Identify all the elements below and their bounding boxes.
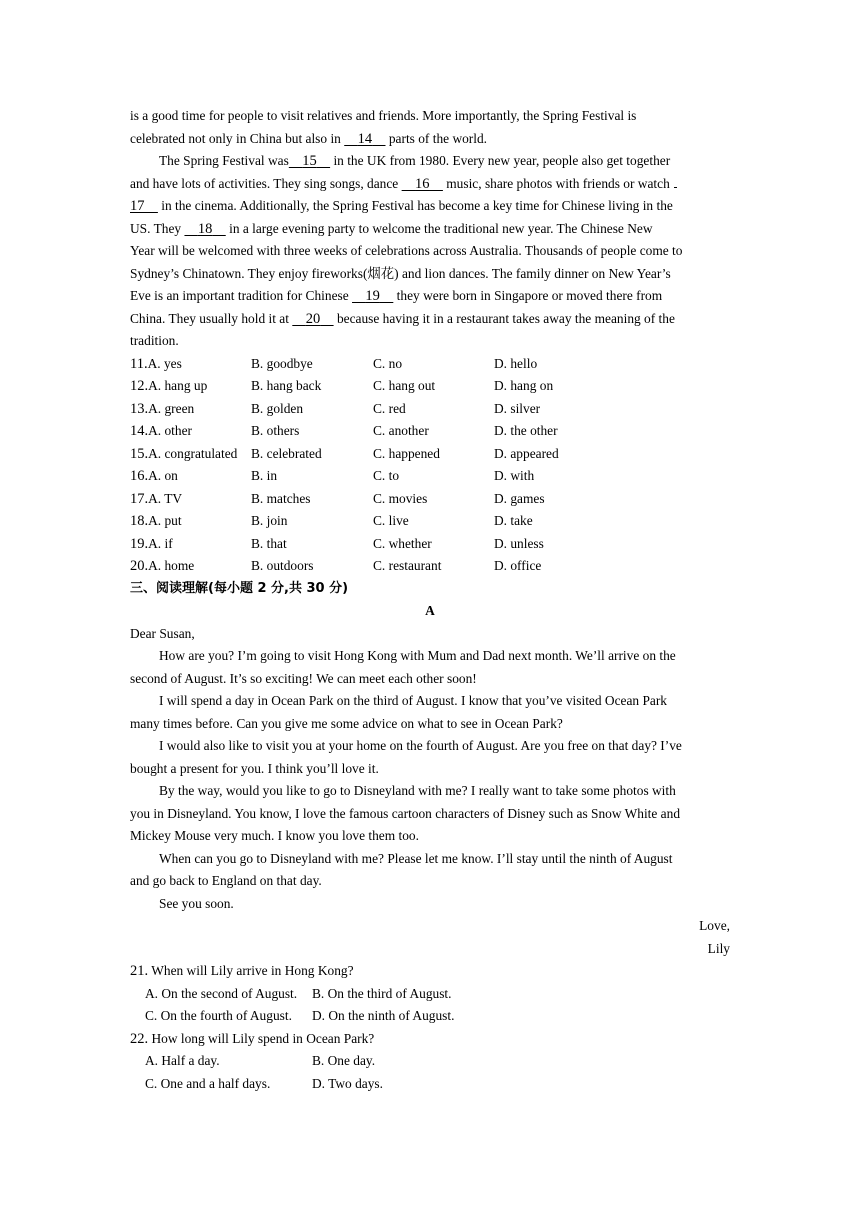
passage-line: US. They 18 in a large evening party to welcome the traditional new year. The Chinese New bbox=[130, 218, 730, 241]
letter-line: I would also like to visit you at your home on the fourth of August. Are you free on that day? I’ve bbox=[159, 738, 682, 753]
letter-line: Mickey Mouse very much. I know you love them too. bbox=[130, 828, 419, 843]
option-row: 19.A. if B. that C. whether D. unless bbox=[130, 535, 544, 552]
cloze-passage bbox=[130, 105, 730, 353]
question-options: C. On the fourth of August. D. On the ninth of August. bbox=[145, 1008, 455, 1023]
question-options: A. Half a day. B. One day. bbox=[145, 1053, 376, 1068]
passage-label: A bbox=[425, 603, 435, 618]
option-row: 15.A. congratulated B. celebrated C. happened D. appeared bbox=[130, 445, 559, 462]
question-options: C. One and a half days. D. Two days. bbox=[145, 1075, 383, 1091]
letter-closing: Love, bbox=[699, 918, 730, 933]
passage-line: Year will be welcomed with three weeks of celebrations across Australia. Thousands of people come to bbox=[130, 243, 683, 258]
letter-line: bought a present for you. I think you’ll love it. bbox=[130, 760, 379, 776]
letter-line: How are you? I’m going to visit Hong Kong with Mum and Dad next month. We’ll arrive on the bbox=[159, 648, 676, 663]
passage-line: is a good time for people to visit relatives and friends. More importantly, the Spring Festival is bbox=[130, 108, 637, 123]
letter-line: See you soon. bbox=[159, 895, 234, 911]
option-row: 18.A. put B. join C. live D. take bbox=[130, 513, 533, 529]
letter-line: you in Disneyland. You know, I love the famous cartoon characters of Disney such as Snow White and bbox=[130, 805, 681, 821]
passage-line: celebrated not only in China but also in 14 parts of the world. bbox=[130, 128, 730, 151]
letter-line: many times before. Can you give me some advice on what to see in Ocean Park? bbox=[130, 715, 563, 731]
option-row: 17.A. TV B. matches C. movies D. games bbox=[130, 490, 545, 507]
passage-line: and have lots of activities. They sing songs, dance 16 music, share photos with friends or watch bbox=[130, 173, 730, 196]
option-row: 16.A. on B. in C. to D. with bbox=[130, 468, 535, 484]
passage-line: The Spring Festival was 15 in the UK from 1980. Every new year, people also get together bbox=[130, 150, 730, 173]
question-options: A. On the second of August. B. On the third of August. bbox=[145, 985, 452, 1001]
passage-line: Eve is an important tradition for Chinese 19 they were born in Singapore or moved there from bbox=[130, 285, 730, 308]
letter-greeting: Dear Susan, bbox=[130, 625, 195, 641]
option-row: 11.A. yes B. goodbye C. no D. hello bbox=[130, 355, 538, 372]
cloze-options bbox=[130, 353, 730, 578]
passage-line: China. They usually hold it at 20 because having it in a restaurant takes away the meaning of the bbox=[130, 308, 730, 331]
passage-line: 17 in the cinema. Additionally, the Spring Festival has become a key time for Chinese living in the bbox=[130, 195, 730, 218]
blank-14: 14 bbox=[357, 130, 373, 147]
blank-20: 20 bbox=[305, 310, 321, 327]
option-row: 12.A. hang up B. hang back C. hang out D. hang on bbox=[130, 378, 554, 394]
option-row: 20.A. home B. outdoors C. restaurant D. office bbox=[130, 558, 542, 574]
questions bbox=[130, 960, 730, 1095]
letter bbox=[130, 623, 730, 961]
question-21: 21. When will Lily arrive in Hong Kong? bbox=[130, 963, 354, 979]
passage-line: Sydney’s Chinatown. They enjoy fireworks(烟花) and lion dances. The family dinner on New Year’s bbox=[130, 265, 671, 281]
option-row: 14.A. other B. others C. another D. the other bbox=[130, 423, 558, 439]
letter-line: second of August. It’s so exciting! We can meet each other soon! bbox=[130, 670, 477, 686]
letter-line: When can you go to Disneyland with me? Please let me know. I’ll stay until the ninth of August bbox=[159, 850, 673, 866]
letter-line: By the way, would you like to go to Disneyland with me? I really want to take some photos with bbox=[159, 783, 676, 798]
blank-17: 17 bbox=[130, 198, 145, 214]
blank-mark bbox=[674, 187, 677, 188]
letter-line: I will spend a day in Ocean Park on the third of August. I know that you’ve visited Ocean Park bbox=[159, 693, 667, 708]
blank-15: 15 bbox=[302, 153, 317, 169]
letter-line: and go back to England on that day. bbox=[130, 873, 322, 888]
question-22: 22. How long will Lily spend in Ocean Park? bbox=[130, 1030, 375, 1047]
blank-16: 16 bbox=[415, 175, 430, 192]
exam-page bbox=[130, 105, 730, 1095]
letter-signature: Lily bbox=[707, 940, 730, 956]
section-heading: 三、阅读理解(每小题 2 分,共 30 分) bbox=[130, 580, 349, 596]
option-row: 13.A. green B. golden C. red D. silver bbox=[130, 400, 541, 417]
blank-18: 18 bbox=[197, 220, 213, 237]
passage-line: tradition. bbox=[130, 333, 179, 348]
blank-19: 19 bbox=[365, 288, 380, 304]
